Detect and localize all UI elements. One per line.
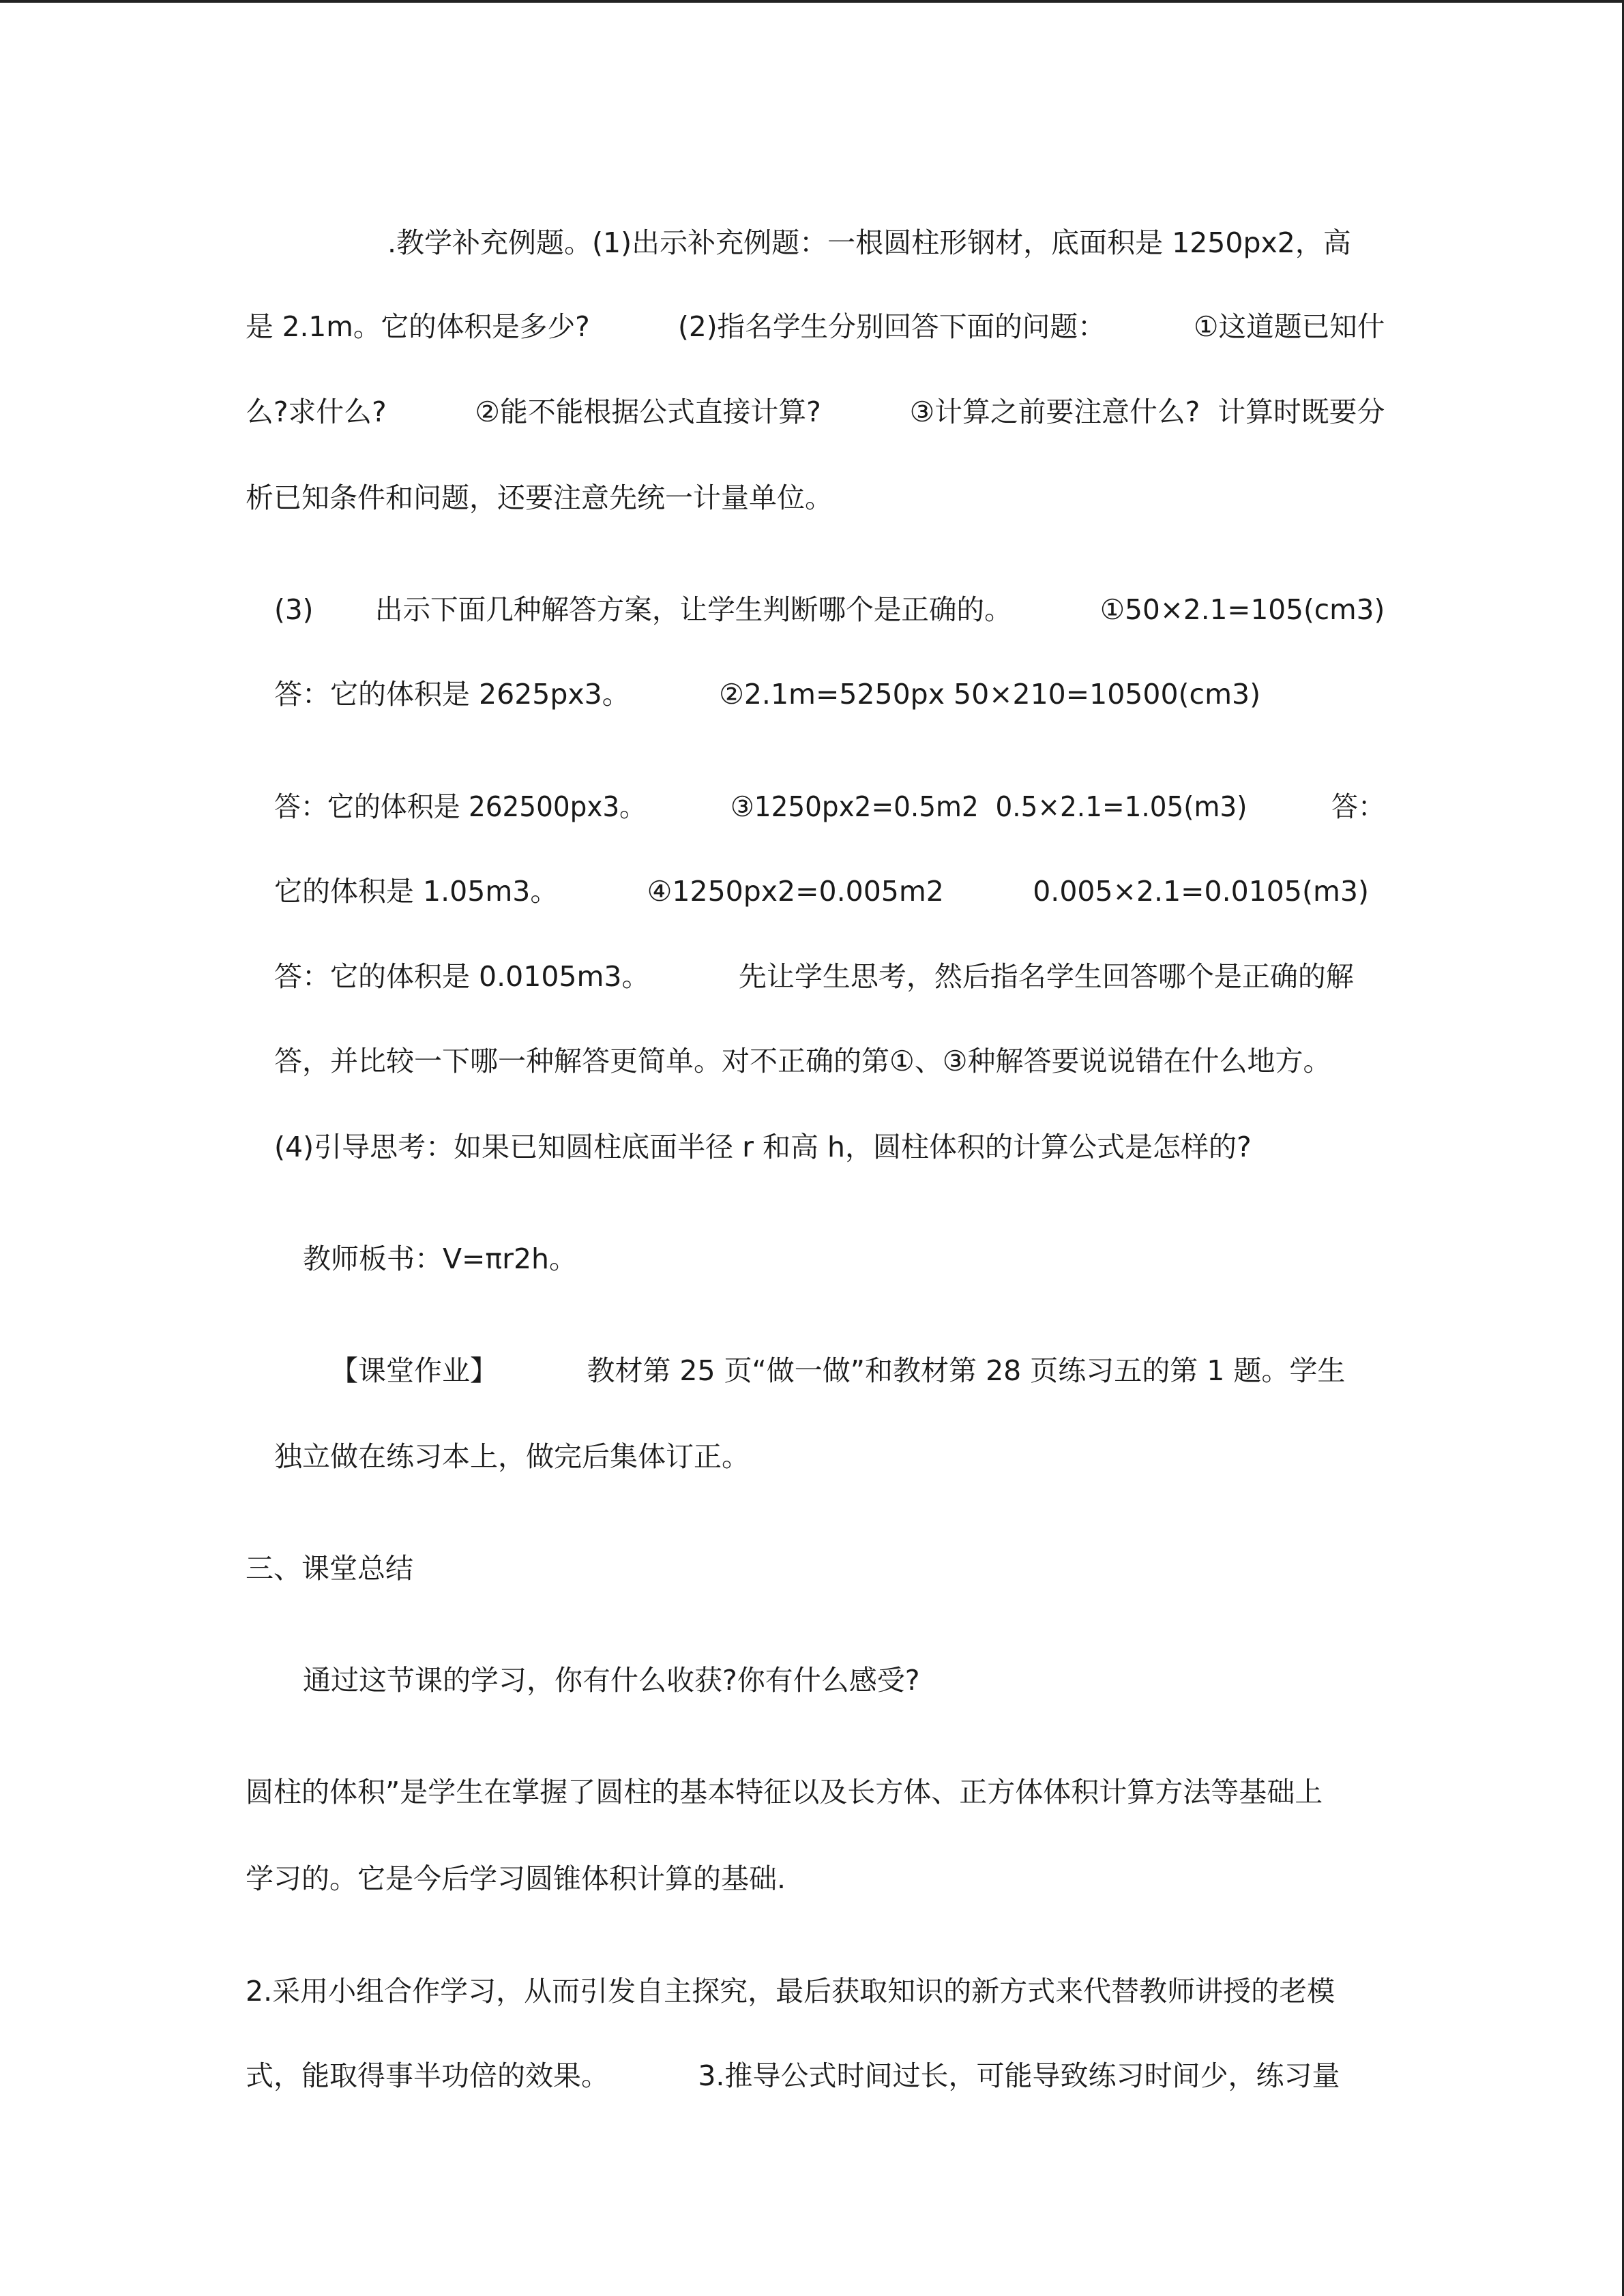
text-line: 答：它的体积是 0.0105m3。 先让学生思考，然后指名学生回答哪个是正确的解 bbox=[274, 960, 1354, 993]
text-line: 答，并比较一下哪一种解答更简单。对不正确的第①、③种解答要说说错在什么地方。 bbox=[274, 1045, 1331, 1077]
text-line: 通过这节课的学习，你有什么收获?你有什么感受? bbox=[303, 1664, 920, 1697]
section-heading: 三、课堂总结 bbox=[246, 1552, 413, 1585]
text-line: 是 2.1m。它的体积是多少? (2)指名学生分别回答下面的问题： ①这道题已知什 bbox=[246, 310, 1385, 343]
text-line: 2.采用小组合作学习，从而引发自主探究，最后获取知识的新方式来代替教师讲授的老模 bbox=[246, 1975, 1335, 2008]
text-line: 【课堂作业】 教材第 25 页“做一做”和教材第 28 页练习五的第 1 题。学生 bbox=[330, 1354, 1346, 1387]
text-line: (3) 出示下面几种解答方案，让学生判断哪个是正确的。 ①50×2.1=105(cm3) bbox=[274, 593, 1385, 626]
text-line: (4)引导思考：如果已知圆柱底面半径 r 和高 h，圆柱体积的计算公式是怎样的? bbox=[274, 1131, 1252, 1163]
text-line: 它的体积是 1.05m3。 ④1250px2=0.005m2 0.005×2.1=0.0105(m3) bbox=[274, 875, 1369, 908]
text-line: 答：它的体积是 2625px3。 ②2.1m=5250px 50×210=10500(cm3) bbox=[274, 678, 1261, 711]
text-line: 答：它的体积是 262500px3。 ③1250px2=0.5m2 0.5×2.1=1.05(m3) 答： bbox=[274, 790, 1385, 823]
page-top-border bbox=[0, 0, 1624, 3]
text-line: 教师板书：V=πr2h。 bbox=[303, 1242, 578, 1275]
text-line: 式，能取得事半功倍的效果。 3.推导公式时间过长，可能导致练习时间少，练习量 bbox=[246, 2059, 1340, 2092]
text-line: 么?求什么? ②能不能根据公式直接计算? ③计算之前要注意什么? 计算时既要分 bbox=[246, 396, 1385, 428]
text-line: 析已知条件和问题，还要注意先统一计量单位。 bbox=[246, 481, 833, 514]
text-line: 学习的。它是今后学习圆锥体积计算的基础. bbox=[246, 1862, 786, 1895]
text-line: 圆柱的体积”是学生在掌握了圆柱的基本特征以及长方体、正方体体积计算方法等基础上 bbox=[246, 1776, 1323, 1808]
text-line: 独立做在练习本上，做完后集体订正。 bbox=[274, 1440, 750, 1473]
text-line: .教学补充例题。(1)出示补充例题：一根圆柱形钢材，底面积是 1250px2，高 bbox=[387, 226, 1351, 259]
